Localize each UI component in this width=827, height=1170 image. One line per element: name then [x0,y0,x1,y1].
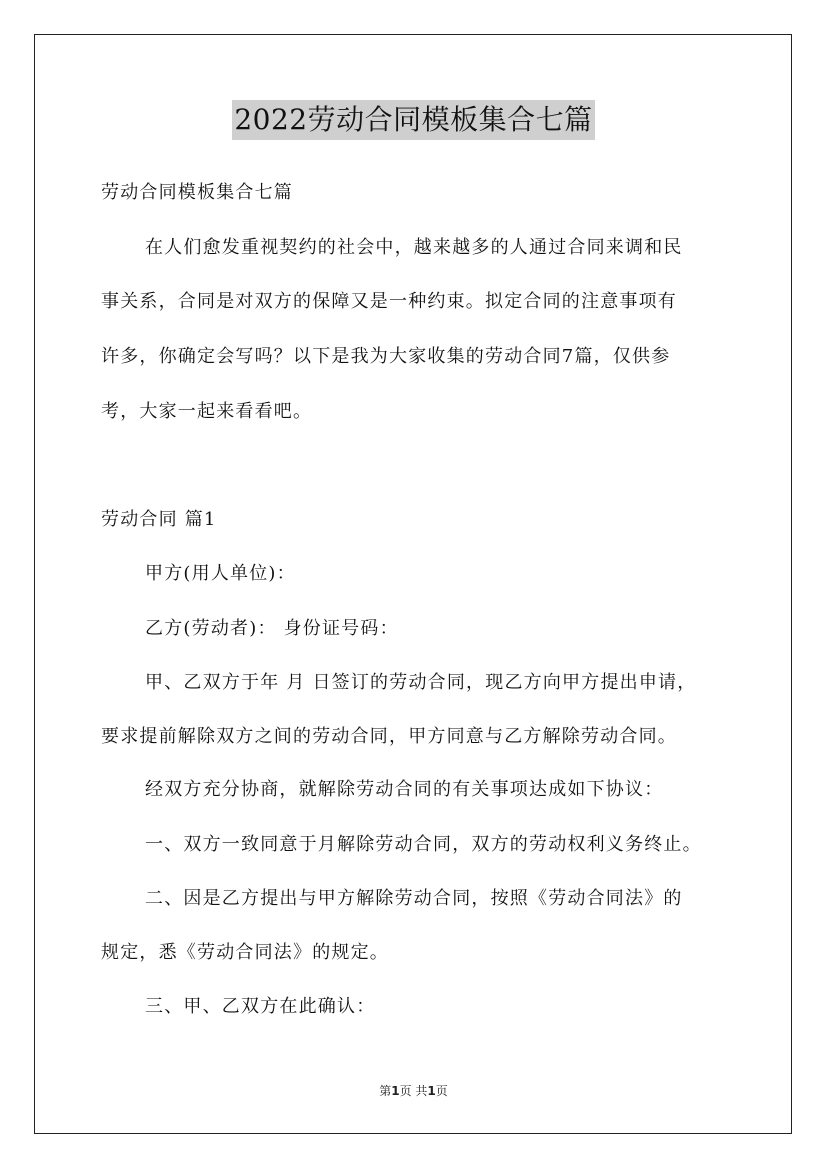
paragraph-line: 事关系，合同是对双方的保障又是一种约束。拟定合同的注意事项有 [101,291,677,312]
document-title: 2022劳动合同模板集合七篇 [232,100,594,140]
paragraph-line: 在人们愈发重视契约的社会中，越来越多的人通过合同来调和民 [145,237,683,258]
party-b-line: 乙方(劳动者)： 身份证号码： [145,618,399,639]
footer-total-suffix: 页 [435,1084,448,1098]
page-footer [0,1083,827,1099]
clause-line: 二、因是乙方提出与甲方解除劳动合同，按照《劳动合同法》的 [145,888,683,909]
paragraph-line: 许多，你确定会写吗？以下是我为大家收集的劳动合同7篇，仅供参 [101,346,671,367]
party-a-line: 甲方(用人单位)： [145,563,296,584]
document-title-wrap [0,100,827,140]
clause-line: 一、双方一致同意于月解除劳动合同，双方的劳动权利义务终止。 [145,834,702,855]
paragraph-line: 考，大家一起来看看吧。 [101,401,313,422]
paragraph-line: 经双方充分协商，就解除劳动合同的有关事项达成如下协议： [145,779,664,800]
paragraph-line: 要求提前解除双方之间的劳动合同，甲方同意与乙方解除劳动合同。 [101,726,677,747]
footer-total-pages: 1 [427,1084,436,1098]
clause-line: 三、甲、乙双方在此确认： [145,996,376,1017]
footer-page-number: 1 [391,1084,400,1098]
clause-line: 规定，悉《劳动合同法》的规定。 [101,942,389,963]
footer-page-suffix: 页 共 [399,1084,428,1098]
subtitle-line: 劳动合同模板集合七篇 [101,182,293,203]
section-heading: 劳动合同 篇1 [101,509,217,530]
footer-prefix: 第 [379,1084,392,1098]
paragraph-line: 甲、乙双方于年 月 日签订的劳动合同，现乙方向甲方提出申请， [145,672,697,693]
